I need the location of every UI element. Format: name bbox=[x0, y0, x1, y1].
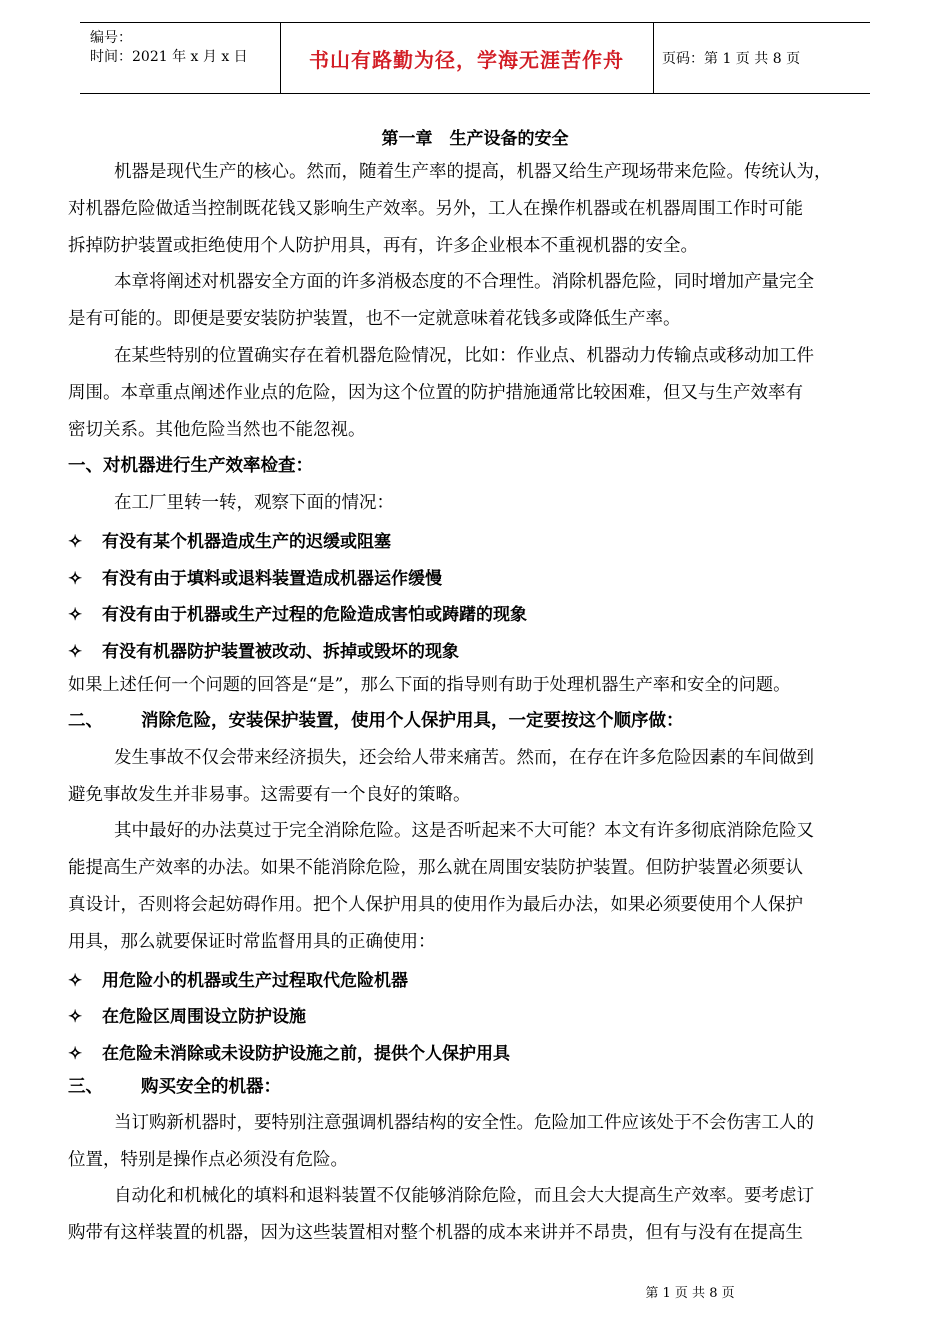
paragraph-line: 机器是现代生产的核心。然而，随着生产率的提高，机器又给生产现场带来危险。传统认为， bbox=[114, 162, 832, 182]
bullet-item: ✧ 有没有某个机器造成生产的迟缓或阻塞 bbox=[68, 532, 391, 552]
paragraph-line: 用具，那么就要保证时常监督用具的正确使用： bbox=[68, 932, 436, 952]
paragraph-line: 本章将阐述对机器安全方面的许多消极态度的不合理性。消除机器危险，同时增加产量完全 bbox=[114, 272, 814, 292]
diamond-star-icon: ✧ bbox=[68, 971, 83, 991]
diamond-star-icon: ✧ bbox=[68, 569, 83, 589]
diamond-star-icon: ✧ bbox=[68, 605, 83, 625]
section-heading-1: 一、对机器进行生产效率检查： bbox=[68, 456, 313, 476]
diamond-star-icon: ✧ bbox=[68, 532, 83, 552]
header-motto-cell bbox=[280, 23, 654, 93]
paragraph-line: 拆掉防护装置或拒绝使用个人防护用具，再有，许多企业根本不重视机器的安全。 bbox=[68, 236, 698, 256]
bullet-item: ✧ 用危险小的机器或生产过程取代危险机器 bbox=[68, 971, 408, 991]
paragraph-line: 避免事故发生并非易事。这需要有一个良好的策略。 bbox=[68, 785, 471, 805]
bullet-item: ✧ 有没有由于填料或退料装置造成机器运作缓慢 bbox=[68, 569, 442, 589]
bullet-item: ✧ 有没有机器防护装置被改动、拆掉或毁坏的现象 bbox=[68, 642, 459, 662]
bullet-item: ✧ 在危险区周围设立防护设施 bbox=[68, 1007, 306, 1027]
paragraph-line: 自动化和机械化的填料和退料装置不仅能够消除危险，而且会大大提高生产效率。要考虑订 bbox=[114, 1186, 814, 1206]
paragraph-line: 发生事故不仅会带来经济损失，还会给人带来痛苦。然而，在存在许多危险因素的车间做到 bbox=[114, 748, 814, 768]
diamond-star-icon: ✧ bbox=[68, 642, 83, 662]
chapter-title: 第一章 生产设备的安全 bbox=[381, 129, 569, 149]
paragraph-line: 在工厂里转一转，观察下面的情况： bbox=[114, 493, 394, 513]
motto: 书山有路勤为径，学海无涯苦作舟 bbox=[309, 47, 624, 72]
paragraph-line: 真设计，否则将会起妨碍作用。把个人保护用具的使用作为最后办法，如果必须要使用个人保护 bbox=[68, 895, 803, 915]
paragraph-line: 在某些特别的位置确实存在着机器危险情况，比如：作业点、机器动力传输点或移动加工件 bbox=[114, 346, 814, 366]
time-label: 时间：2021 年 x 月 x 日 bbox=[90, 49, 248, 65]
paragraph-line: 位置，特别是操作点必须没有危险。 bbox=[68, 1150, 348, 1170]
bullet-item: ✧ 有没有由于机器或生产过程的危险造成害怕或踌躇的现象 bbox=[68, 605, 527, 625]
header-page-cell bbox=[654, 23, 878, 93]
section-heading-2: 二、 消除危险，安装保护装置，使用个人保护用具，一定要按这个顺序做： bbox=[68, 711, 684, 731]
paragraph-line: 周围。本章重点阐述作业点的危险，因为这个位置的防护措施通常比较困难，但又与生产效率有 bbox=[68, 383, 803, 403]
page-footer: 第 1 页 共 8 页 bbox=[645, 1286, 735, 1301]
paragraph-line: 当订购新机器时，要特别注意强调机器结构的安全性。危险加工件应该处于不会伤害工人的 bbox=[114, 1113, 814, 1133]
page-info: 页码：第 1 页 共 8 页 bbox=[662, 51, 801, 67]
section-heading-3: 三、 购买安全的机器： bbox=[68, 1077, 281, 1097]
paragraph-line: 是有可能的。即便是要安装防护装置，也不一定就意味着花钱多或降低生产率。 bbox=[68, 309, 681, 329]
number-label: 编号： bbox=[90, 30, 132, 46]
paragraph-line: 如果上述任何一个问题的回答是“是”，那么下面的指导则有助于处理机器生产率和安全的问题。 bbox=[68, 675, 791, 695]
paragraph-line: 其中最好的办法莫过于完全消除危险。这是否听起来不大可能？本文有许多彻底消除危险又 bbox=[114, 821, 814, 841]
diamond-star-icon: ✧ bbox=[68, 1007, 83, 1027]
header-table bbox=[80, 22, 870, 94]
paragraph-line: 购带有这样装置的机器，因为这些装置相对整个机器的成本来讲并不昂贵，但有与没有在提高生 bbox=[68, 1223, 803, 1243]
bullet-item: ✧ 在危险未消除或未设防护设施之前，提供个人保护用具 bbox=[68, 1044, 510, 1064]
header-meta-cell bbox=[80, 23, 281, 93]
diamond-star-icon: ✧ bbox=[68, 1044, 83, 1064]
paragraph-line: 对机器危险做适当控制既花钱又影响生产效率。另外，工人在操作机器或在机器周围工作时可能 bbox=[68, 199, 803, 219]
paragraph-line: 能提高生产效率的办法。如果不能消除危险，那么就在周围安装防护装置。但防护装置必须要认 bbox=[68, 858, 803, 878]
paragraph-line: 密切关系。其他危险当然也不能忽视。 bbox=[68, 420, 366, 440]
